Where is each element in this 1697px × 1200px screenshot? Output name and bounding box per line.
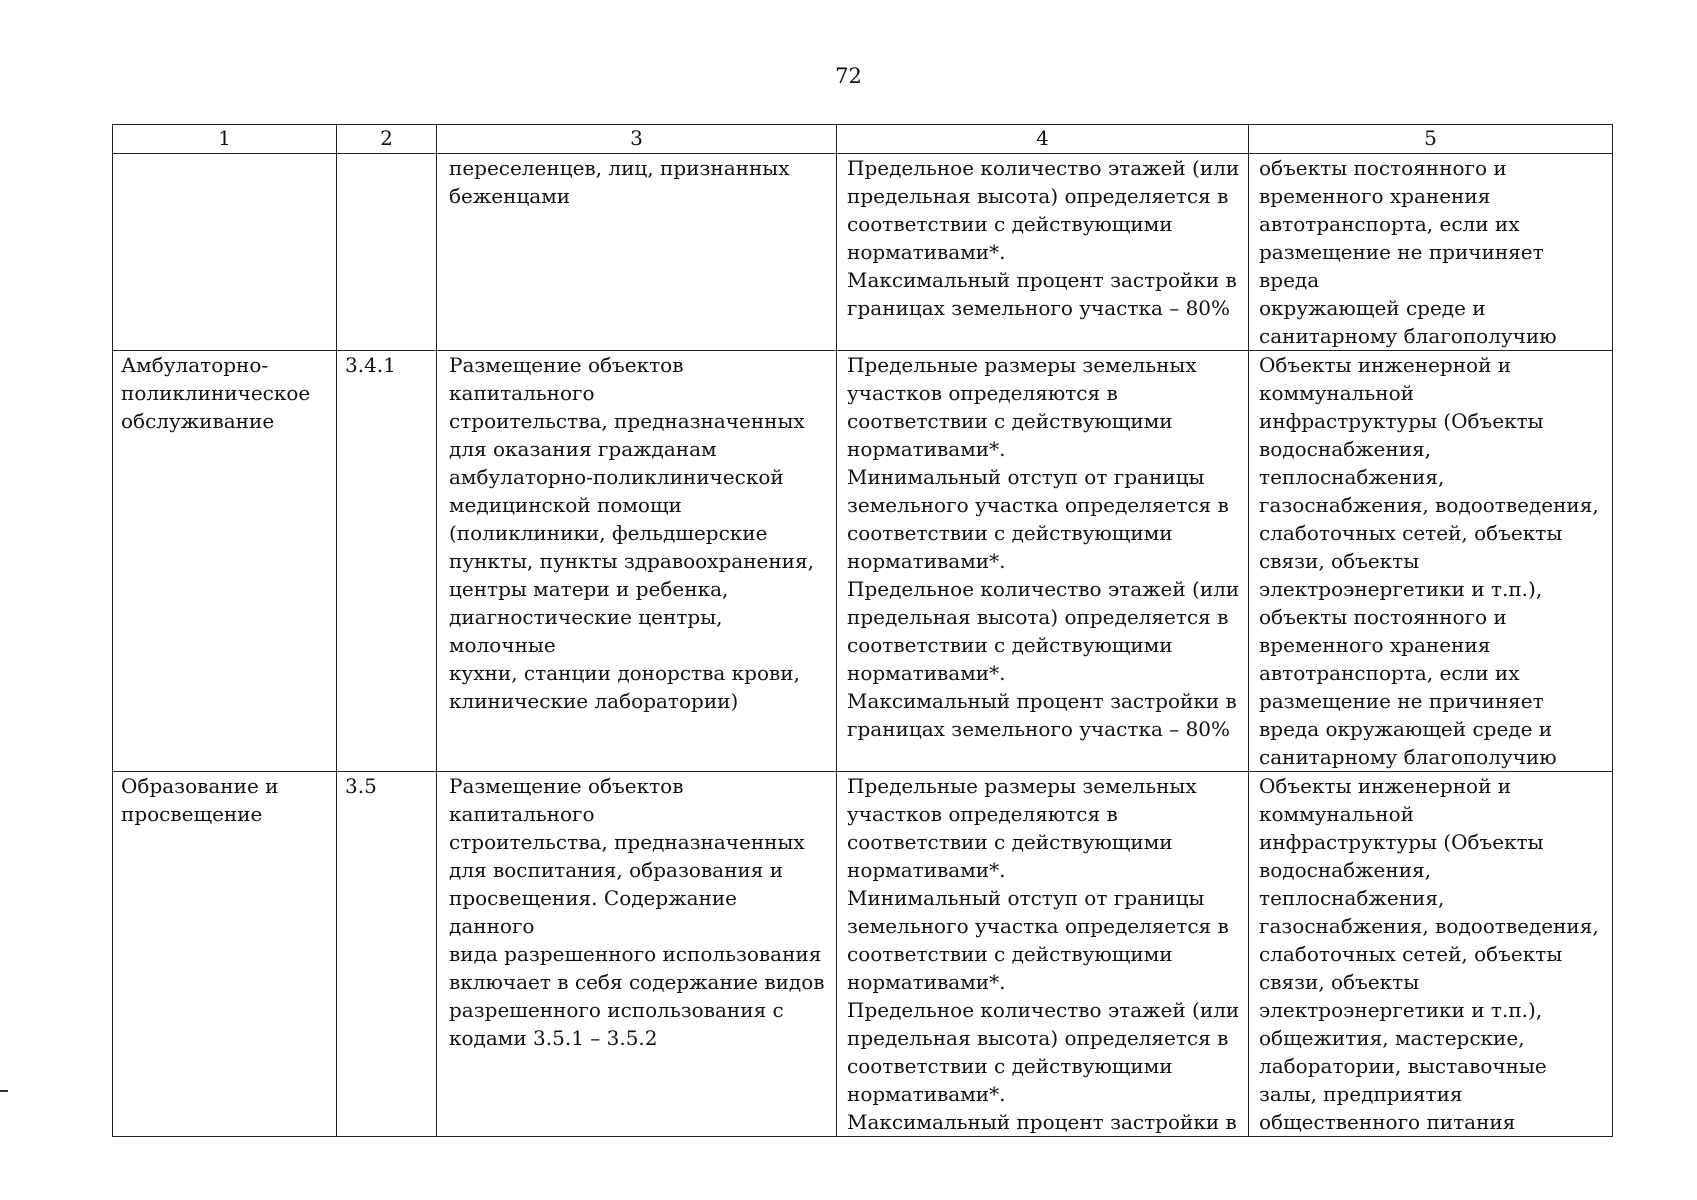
header-col-4: 4 [837,125,1249,154]
use-type-cell [113,351,337,772]
description-cell [437,154,837,351]
parameters-cell [837,351,1249,772]
table-header-row [113,125,1613,154]
parameters-cell [837,772,1249,1137]
code-cell [337,772,437,1137]
code-cell [337,351,437,772]
code-text: 3.5 [345,774,377,798]
parameters-text: Предельные размеры земельных участков определяются в соответствии с действующими нормативами*. Минимальный отступ от границы земельного участка определяется в соответствии с действующими нормативами*. Предельное количество этажей (или предельная высота) определяется в соответствии с действующими нормативами*. Максимальный процент застройки в [847,774,1240,1134]
header-col-5: 5 [1249,125,1613,154]
parameters-text: Предельные размеры земельных участков определяются в соответствии с действующими нормативами*. Минимальный отступ от границы земельного участка определяется в соответствии с действующими нормативами*. Предельное количество этажей (или предельная высота) определяется в соответствии с действующими нормативами*. Максимальный процент застройки в границах земельного участка – 80% [847,353,1240,741]
table-row [113,351,1613,772]
auxiliary-uses-cell [1249,351,1613,772]
use-type-cell [113,154,337,351]
table-row [113,154,1613,351]
auxiliary-uses-text: Объекты инженерной и коммунальной инфраструктуры (Объекты водоснабжения, теплоснабжения, газоснабжения, водоотведения, слаботочных сетей, объекты связи, объекты электроэнергетики и т.п.), общежития, мастерские, лаборатории, выставочные залы, предприятия общественного питания [1259,774,1599,1134]
margin-mark [0,1090,8,1092]
header-col-3: 3 [437,125,837,154]
auxiliary-uses-cell [1249,772,1613,1137]
auxiliary-uses-text: объекты постоянного и временного хранения автотранспорта, если их размещение не причиняет вреда окружающей среде и санитарному благополучию [1259,156,1557,348]
auxiliary-uses-cell [1249,154,1613,351]
use-type-text: Образование и просвещение [121,774,279,826]
code-text: 3.4.1 [345,353,396,377]
auxiliary-uses-text: Объекты инженерной и коммунальной инфраструктуры (Объекты водоснабжения, теплоснабжения, газоснабжения, водоотведения, слаботочных сетей, объекты связи, объекты электроэнергетики и т.п.), объекты постоянного и временного хранения автотранспорта, если их размещение не причиняет вреда окружающей среде и санитарному благополучию [1259,353,1599,769]
description-text: Размещение объектов капитального строительства, предназначенных для воспитания, образования и просвещения. Содержание данного вида разрешенного использования включает в себя содержание видов разрешенного использования с кодами 3.5.1 – 3.5.2 [449,774,825,1050]
regulations-table [112,124,1613,1137]
description-text: переселенцев, лиц, признанных беженцами [449,156,790,208]
header-col-2: 2 [337,125,437,154]
use-type-text: Амбулаторно- поликлиническое обслуживание [121,353,311,433]
page-number: 72 [835,64,862,88]
description-cell [437,351,837,772]
parameters-cell [837,154,1249,351]
header-col-1: 1 [113,125,337,154]
code-cell [337,154,437,351]
parameters-text: Предельное количество этажей (или предельная высота) определяется в соответствии с действующими нормативами*. Максимальный процент застройки в границах земельного участка – 80% [847,156,1240,320]
description-cell [437,772,837,1137]
use-type-cell [113,772,337,1137]
table-row [113,772,1613,1137]
description-text: Размещение объектов капитального строительства, предназначенных для оказания гражданам амбулаторно-поликлинической медицинской помощи (поликлиники, фельдшерские пункты, пункты здравоохранения, центры матери и ребенка, диагностические центры, молочные кухни, станции донорства крови, клинические лаборатории) [449,353,814,713]
